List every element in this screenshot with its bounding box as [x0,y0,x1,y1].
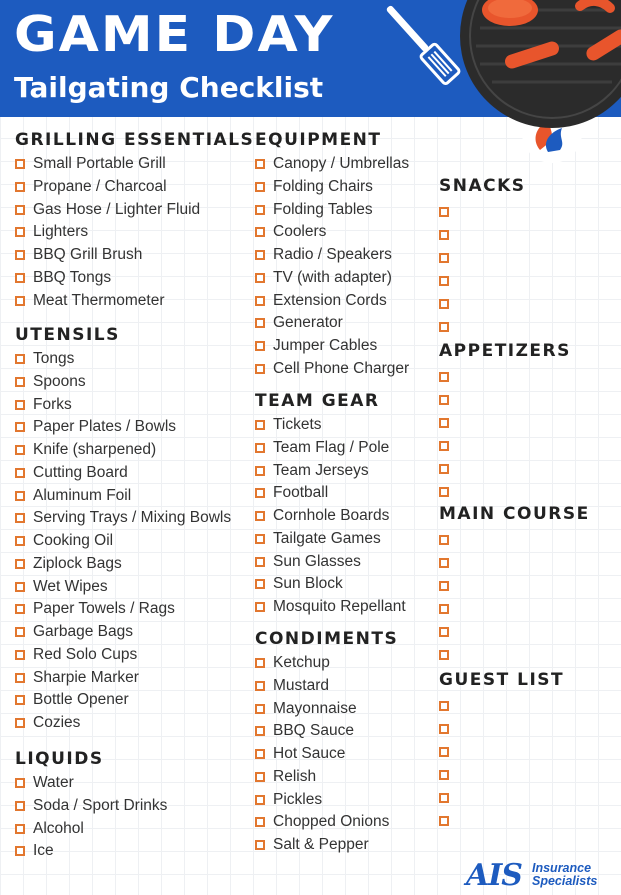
checklist-item[interactable] [439,718,457,740]
page-subtitle: Tailgating Checklist [14,71,324,104]
checklist-item[interactable] [439,552,457,574]
checklist-item[interactable] [15,221,88,243]
checkbox[interactable] [15,445,25,455]
checkbox[interactable] [255,420,265,430]
checkbox[interactable] [255,704,265,714]
section-heading: UTENSILS [15,325,120,345]
checklist-item-label: Sun Block [273,575,343,593]
checklist-item[interactable] [15,644,137,666]
checklist-item-label: Jumper Cables [273,337,378,354]
checklist-item[interactable] [15,553,122,575]
checklist-item[interactable] [439,366,457,388]
checkbox[interactable] [255,227,265,237]
checklist-item[interactable] [255,267,392,289]
checklist-item[interactable] [255,528,381,550]
checkbox[interactable] [255,749,265,759]
checklist-item-label: Sun Glasses [273,552,361,570]
checkbox[interactable] [439,627,449,637]
section-heading: GUEST LIST [439,670,565,690]
checklist-item-label: Forks [33,395,72,413]
checklist-item[interactable] [255,505,389,527]
checklist-item[interactable] [255,652,330,674]
checklist-item[interactable] [255,335,377,357]
checklist-item[interactable] [439,787,457,809]
checklist-item-label: Coolers [273,223,327,241]
checklist-item[interactable] [15,818,84,840]
checklist-item-label: Knife (sharpened) [33,441,157,458]
checklist-item-label: Cozies [33,714,81,731]
checklist-item[interactable] [15,348,74,370]
checkbox[interactable] [439,581,449,591]
checklist-item-label: Mustard [273,676,329,694]
checklist-item[interactable] [255,312,343,334]
checkbox[interactable] [439,816,449,826]
checklist-item[interactable] [439,529,457,551]
checklist-item[interactable] [15,267,111,289]
checkbox[interactable] [255,534,265,544]
checklist-item[interactable] [15,621,133,643]
checkbox[interactable] [15,250,25,260]
checklist-item-label: Propane / Charcoal [33,177,167,195]
checklist-item[interactable] [439,764,457,786]
checklist-item[interactable] [255,551,361,573]
checkbox[interactable] [15,582,25,592]
checklist-item-label: Aluminum Foil [33,486,132,504]
checklist-item[interactable] [15,176,167,198]
checklist-item-label: Tongs [33,350,75,367]
checklist-item[interactable] [255,221,326,243]
checklist-item-label: Garbage Bags [33,623,133,640]
checkbox[interactable] [439,558,449,568]
checkbox[interactable] [255,159,265,169]
checkbox[interactable] [15,296,25,306]
checklist-item-label: Radio / Speakers [273,246,392,263]
checklist-item[interactable] [439,201,457,223]
spatula-icon [381,0,460,85]
checkbox[interactable] [439,276,449,286]
checkbox[interactable] [15,468,25,478]
checkbox[interactable] [439,372,449,382]
checkbox[interactable] [15,513,25,523]
checkbox[interactable] [255,364,265,374]
checklist-item[interactable] [255,811,389,833]
checkbox[interactable] [255,795,265,805]
checkbox[interactable] [439,535,449,545]
ais-logo [466,858,618,894]
section-heading: LIQUIDS [15,749,104,769]
checklist-item[interactable] [15,712,80,734]
checkbox[interactable] [15,159,25,169]
checkbox[interactable] [15,627,25,637]
checklist-item[interactable] [439,247,457,269]
checkbox[interactable] [255,205,265,215]
checklist-item-label: Mayonnaise [273,699,357,717]
checkbox[interactable] [15,227,25,237]
checklist-item[interactable] [15,795,167,817]
checkbox[interactable] [15,718,25,728]
checklist-item[interactable] [255,460,369,482]
checklist-item[interactable] [15,576,108,598]
checklist-item[interactable] [255,414,322,436]
checklist-item-label: Bottle Opener [33,691,129,709]
checklist-item-label: TV (with adapter) [273,268,392,286]
checkbox[interactable] [255,341,265,351]
checkbox[interactable] [439,395,449,405]
checkbox[interactable] [439,747,449,757]
checklist-item[interactable] [15,416,176,438]
checklist-item[interactable] [255,153,409,175]
checklist-item[interactable] [439,644,457,666]
checkbox[interactable] [255,658,265,668]
checkbox[interactable] [255,250,265,260]
checklist-item[interactable] [15,290,165,312]
checkbox[interactable] [255,557,265,567]
section-heading: GRILLING ESSENTIALS [15,130,255,150]
checkbox[interactable] [15,377,25,387]
checklist-item-label: Pickles [273,790,323,808]
section-heading: TEAM GEAR [255,391,380,411]
section-heading: MAIN COURSE [439,504,590,524]
checkbox[interactable] [15,824,25,834]
checklist-item-label: Tailgate Games [273,529,381,547]
checkbox[interactable] [255,182,265,192]
checklist-item[interactable] [439,435,457,457]
checklist-item-label: Folding Chairs [273,177,373,195]
checkbox[interactable] [15,846,25,856]
checkbox[interactable] [255,579,265,589]
checklist-item[interactable] [255,244,392,266]
checkbox[interactable] [15,778,25,788]
checklist-item[interactable] [255,482,328,504]
section-heading: EQUIPMENT [255,130,382,150]
checklist-item-label: Ice [33,842,54,860]
logo-mark: AIS [466,858,522,893]
checklist-item[interactable] [15,394,72,416]
checkbox[interactable] [15,182,25,192]
checklist-item[interactable] [439,316,457,338]
checklist-item[interactable] [439,224,457,246]
checkbox[interactable] [15,695,25,705]
checkbox[interactable] [439,724,449,734]
checkbox[interactable] [439,322,449,332]
checklist-item-label: Cooking Oil [33,532,114,549]
checklist-item[interactable] [439,412,457,434]
checkbox[interactable] [15,205,25,215]
checklist-item-label: Water [33,774,74,791]
checkbox[interactable] [439,230,449,240]
checklist-item-label: Alcohol [33,819,84,837]
checklist-item[interactable] [255,766,316,788]
checklist-item-label: Extension Cords [273,291,387,309]
checklist-item-label: Generator [273,314,343,332]
checkbox[interactable] [439,207,449,217]
checklist-item[interactable] [15,244,142,266]
checklist-item[interactable] [15,439,156,461]
checklist-item[interactable] [255,720,354,742]
checkbox[interactable] [439,441,449,451]
logo-line-1: Insurance [532,861,592,875]
checklist-item-label: Relish [273,767,317,785]
checklist-item[interactable] [15,772,74,794]
checklist-item[interactable] [439,458,457,480]
checkbox[interactable] [255,318,265,328]
checkbox[interactable] [15,422,25,432]
checklist-item-label: Red Solo Cups [33,645,138,663]
checklist-item[interactable] [255,290,387,312]
checkbox[interactable] [439,770,449,780]
checklist-item[interactable] [255,573,343,595]
section-heading: SNACKS [439,176,526,196]
checkbox[interactable] [15,273,25,283]
checklist-item-label: Mosquito Repellant [273,598,406,615]
checklist-item[interactable] [255,199,373,221]
checkbox[interactable] [15,354,25,364]
checklist-item[interactable] [439,621,457,643]
checklist-item-label: Team Flag / Pole [273,438,390,456]
checkbox[interactable] [255,296,265,306]
checklist-item-label: BBQ Sauce [273,722,354,740]
checkbox[interactable] [255,511,265,521]
checkbox[interactable] [15,536,25,546]
checkbox[interactable] [439,701,449,711]
checklist-item[interactable] [255,596,406,618]
checklist-item[interactable] [439,293,457,315]
checkbox[interactable] [255,443,265,453]
checklist-item[interactable] [15,485,131,507]
checklist-item[interactable] [439,389,457,411]
checkbox[interactable] [15,400,25,410]
logo-line-2: Specialists [532,874,598,888]
page-title: GAME DAY [14,6,335,64]
checklist-item-label: BBQ Grill Brush [33,246,143,263]
checklist-item-label: Folding Tables [273,200,373,218]
checklist-item-label: Spoons [33,372,86,390]
checklist-item[interactable] [255,358,409,380]
grill-illustration [380,0,621,165]
checkbox[interactable] [255,772,265,782]
checklist-item-label: Gas Hose / Lighter Fluid [33,200,201,218]
checklist-item-label: Sharpie Marker [33,668,139,686]
checklist-item[interactable] [255,675,329,697]
checklist-item[interactable] [439,695,457,717]
checkbox[interactable] [15,604,25,614]
logo-wordmark [532,862,621,888]
checklist-item[interactable] [15,462,128,484]
grill-icon [460,0,621,128]
checklist-item[interactable] [255,698,357,720]
checklist-item[interactable] [255,834,369,856]
section-heading: CONDIMENTS [255,629,399,649]
checklist-item-label: Cell Phone Charger [273,359,410,377]
checkbox[interactable] [439,253,449,263]
checklist-item-label: Chopped Onions [273,813,390,831]
checklist-item[interactable] [15,667,139,689]
checklist-item[interactable] [439,810,457,832]
checklist-item-label: Tickets [273,416,322,433]
checkbox[interactable] [15,559,25,569]
checkbox[interactable] [255,840,265,850]
checkbox[interactable] [255,273,265,283]
checklist-item-label: BBQ Tongs [33,268,112,286]
checklist-item[interactable] [255,176,373,198]
checklist-item[interactable] [439,270,457,292]
checkbox[interactable] [439,299,449,309]
checklist-item-label: Wet Wipes [33,577,108,595]
checklist-item-label: Cutting Board [33,463,128,481]
checklist-item[interactable] [439,598,457,620]
checklist-item-label: Ziplock Bags [33,554,122,572]
checkbox[interactable] [15,491,25,501]
checkbox[interactable] [15,673,25,683]
checkbox[interactable] [439,418,449,428]
checklist-item-label: Hot Sauce [273,745,346,762]
checkbox[interactable] [15,650,25,660]
checkbox[interactable] [15,801,25,811]
checkbox[interactable] [439,464,449,474]
checklist-item[interactable] [15,598,175,620]
checkbox[interactable] [439,793,449,803]
checklist-item-label: Meat Thermometer [33,291,165,309]
checkbox[interactable] [255,817,265,827]
checklist-item[interactable] [15,530,113,552]
checklist-item-label: Salt & Pepper [273,836,369,853]
checklist-item[interactable] [15,199,200,221]
checkbox[interactable] [439,487,449,497]
checkbox[interactable] [255,681,265,691]
checklist-item[interactable] [439,741,457,763]
checklist-item-label: Lighters [33,223,89,241]
checklist-item[interactable] [15,153,166,175]
checklist-item-label: Serving Trays / Mixing Bowls [33,509,232,527]
checkbox[interactable] [255,466,265,476]
checklist-item-label: Cornhole Boards [273,507,390,524]
checklist-item-label: Ketchup [273,654,330,671]
checkbox[interactable] [255,726,265,736]
checklist-item[interactable] [15,507,231,529]
checklist-item[interactable] [439,575,457,597]
checklist-item[interactable] [15,840,54,862]
checklist-item-label: Football [273,484,329,502]
checklist-item-label: Paper Towels / Rags [33,600,175,618]
checklist-item-label: Soda / Sport Drinks [33,796,168,814]
checklist-item[interactable] [15,689,129,711]
checklist-item[interactable] [15,371,86,393]
checklist-item-label: Canopy / Umbrellas [273,155,410,172]
checkbox[interactable] [439,604,449,614]
checkbox[interactable] [255,602,265,612]
checklist-item-label: Team Jerseys [273,461,369,479]
checklist-item[interactable] [255,743,345,765]
checklist-item-label: Paper Plates / Bowls [33,418,177,436]
section-heading: APPETIZERS [439,341,571,361]
checklist-item[interactable] [439,481,457,503]
checkbox[interactable] [255,488,265,498]
checklist-item[interactable] [255,437,389,459]
checklist-item[interactable] [255,789,322,811]
checkbox[interactable] [439,650,449,660]
checklist-item-label: Small Portable Grill [33,155,166,172]
